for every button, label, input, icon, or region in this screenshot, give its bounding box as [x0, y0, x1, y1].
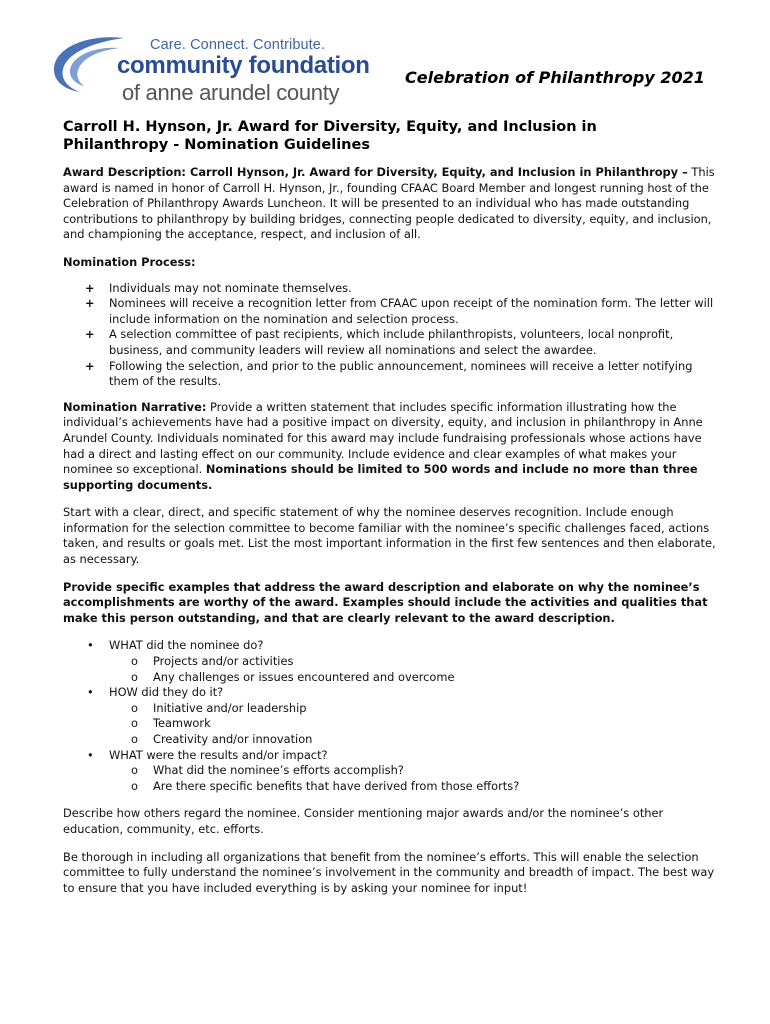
circle-bullet-icon: o: [131, 732, 138, 746]
bullet-icon: •: [87, 747, 94, 762]
sub-list-container: [63, 763, 723, 794]
nomination-process-heading: Nomination Process:: [63, 254, 196, 269]
plus-bullet-icon: +: [85, 358, 95, 373]
org-name-line2: of anne arundel county: [122, 80, 340, 105]
tagline: Care. Connect. Contribute.: [150, 37, 326, 53]
award-description: [63, 165, 723, 243]
sub-list-container: [63, 701, 723, 748]
award-description-text: This award is named in honor of Carroll H. Hynson, Jr., founding CFAAC Board Member and longest running host of the Celebration of Philanthropy Awards Luncheon. It will be presented to an individual who has made outstanding contributions to philanthropy by building bridges, connecting people dedicated to diversity, equity, and inclusion, and championing the acceptance, respect, and inclusion of all.: [63, 165, 715, 242]
sub-list-item: [63, 763, 723, 779]
nomination-narrative-label: Nomination Narrative:: [63, 399, 207, 414]
sub-list-item: [63, 670, 723, 686]
thorough-paragraph: Be thorough in including all organizations that benefit from the nominee’s efforts. This will enable the selection committee to fully understand the nominee’s involvement in the community and breadth of impact. The best way to ensure that you have included everything is by asking your nominee for input!: [63, 849, 715, 895]
start-paragraph: Start with a clear, direct, and specific statement of why the nominee deserves recognition. Include enough information for the selection committee to become familiar with the nominee’s specific challenges faced, actions taken, and results or goals met. List the most important information in the first few sentences and then elaborate, as necessary.: [63, 505, 716, 567]
sub-list-item: [63, 701, 723, 717]
sub-item-text: What did the nominee’s efforts accomplish?: [153, 763, 404, 778]
word-limit-note: Nominations should be limited to 500 words and include no more than three supporting documents.: [63, 462, 698, 492]
question-label: WHAT did the nominee do?: [109, 638, 264, 653]
examples-paragraph: Provide specific examples that address the award description and elaborate on why the nominee’s accomplishments are worthy of the award. Examples should include the activities and qualities that make this person outstanding, and that are clearly relevant to the award description.: [63, 579, 708, 625]
nomination-process-list: [63, 281, 723, 390]
org-name-line1: community foundation: [117, 52, 370, 79]
plus-bullet-icon: +: [85, 327, 95, 342]
describe-paragraph: Describe how others regard the nominee. Consider mentioning major awards and/or the nominee’s other education, community, etc. efforts.: [63, 806, 664, 836]
circle-bullet-icon: o: [131, 669, 138, 684]
sub-list-item: [63, 716, 723, 732]
sub-list-item: [63, 779, 723, 795]
nomination-narrative-text: Provide a written statement that includes specific information illustrating how the individual’s achievements have had a positive impact on diversity, equity, and inclusion in philanthropy in Anne Arundel County. Individuals nominated for this award may include fundraising professionals whose actions have had a direct and lasting effect on our community. Include evidence and clear examples of what makes your nominee so exceptional.: [63, 399, 703, 477]
sub-item-text: Any challenges or issues encountered and overcome: [153, 669, 455, 684]
circle-bullet-icon: o: [131, 654, 138, 669]
question-label: WHAT were the results and/or impact?: [109, 747, 328, 762]
sub-item-text: Projects and/or activities: [153, 654, 294, 669]
page-heading: [63, 118, 723, 154]
bullet-icon: •: [87, 638, 94, 653]
circle-bullet-icon: o: [131, 700, 138, 715]
list-item: [63, 296, 723, 327]
list-item: [63, 359, 723, 390]
question-label: HOW did they do it?: [109, 685, 224, 700]
list-item-text: Following the selection, and prior to the public announcement, nominees will receive a letter notifying them of the results.: [109, 358, 693, 389]
list-item-text: Nominees will receive a recognition letter from CFAAC upon receipt of the nomination form. The letter will include information on the nomination and selection process.: [109, 296, 714, 326]
list-item: [63, 327, 723, 358]
questions-list: [63, 638, 723, 794]
circle-bullet-icon: o: [131, 778, 138, 793]
plus-bullet-icon: +: [85, 280, 95, 295]
sub-item-text: Creativity and/or innovation: [153, 732, 313, 746]
list-item: [63, 638, 723, 654]
sub-list-item: [63, 732, 723, 748]
circle-bullet-icon: o: [131, 716, 138, 731]
circle-bullet-icon: o: [131, 763, 138, 778]
sub-list-container: [63, 654, 723, 685]
bullet-icon: •: [87, 685, 94, 700]
document-title: Celebration of Philanthropy 2021: [405, 68, 705, 87]
sub-list-item: [63, 654, 723, 670]
sub-item-text: Are there specific benefits that have derived from those efforts?: [153, 778, 520, 793]
list-item-text: A selection committee of past recipients, which include philanthropists, volunteers, local nonprofit, business, and community leaders will review all nominations and select the awardee.: [109, 327, 674, 357]
nomination-narrative: [63, 400, 723, 494]
cfaac-logo: [50, 32, 380, 108]
sub-list: [63, 701, 723, 748]
award-description-label: Award Description: Carroll Hynson, Jr. Award for Diversity, Equity, and Inclusion in Philanthropy –: [63, 165, 688, 179]
guidelines-content: [63, 118, 723, 908]
list-item: [63, 281, 723, 297]
list-item: [63, 748, 723, 764]
heading-line-2: Philanthropy - Nomination Guidelines: [63, 137, 370, 153]
plus-bullet-icon: +: [85, 296, 95, 311]
sub-list: [63, 763, 723, 794]
sub-item-text: Teamwork: [153, 716, 211, 731]
list-item: [63, 685, 723, 701]
list-item-text: Individuals may not nominate themselves.: [109, 280, 352, 295]
sub-item-text: Initiative and/or leadership: [153, 700, 307, 715]
heading-line-1: Carroll H. Hynson, Jr. Award for Diversity, Equity, and Inclusion in: [63, 119, 597, 135]
sub-list: [63, 654, 723, 685]
